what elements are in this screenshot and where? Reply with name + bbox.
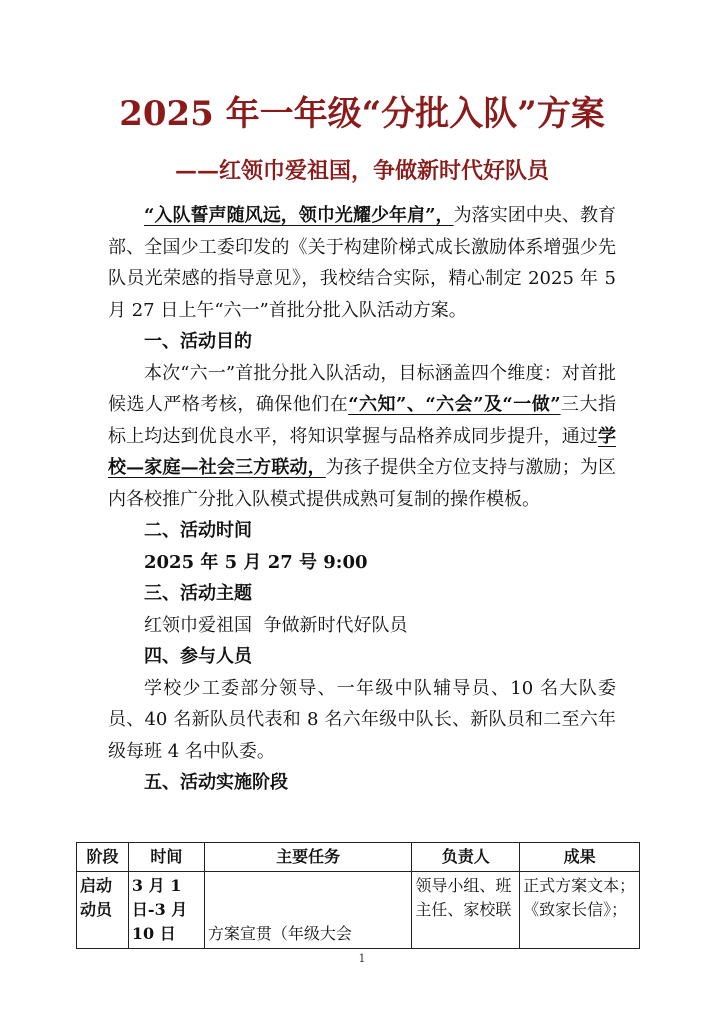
purpose-paragraph	[108, 358, 616, 516]
document-subtitle: ——红领巾爱祖国，争做新时代好队员	[174, 158, 549, 184]
purpose-text-1: 本次“六一”首批分批入队活动，目标涵盖四个维度：对首批候选人严格考核，确保他们在	[108, 362, 616, 415]
table-row	[77, 872, 640, 949]
page-number: 1	[358, 952, 366, 965]
participants-text: 学校少工委部分领导、一年级中队辅导员、10 名大队委员、40 名新队员代表和 8 名六年级中队长、新队员和二至六年级每班 4 名中队委。	[108, 677, 616, 762]
document-body	[108, 200, 616, 799]
section-heading-stages: 五、活动实施阶段	[144, 772, 288, 793]
section-heading-participants: 四、参与人员	[144, 646, 252, 667]
cell-owner: 领导小组、班主任、家校联	[412, 872, 520, 949]
purpose-text-2: 三大指标上均达到优良水平，将知识掌握与品格养成同步提升，通过	[108, 394, 616, 447]
cell-result: 正式方案文本；《致家长信》；	[520, 872, 640, 949]
header-time: 时间	[128, 843, 204, 872]
cell-time: 3 月 1 日-3 月 10 日	[128, 872, 204, 949]
section-heading-theme: 三、活动主题	[144, 583, 252, 604]
time-text: 2025 年 5 月 27 号 9:00	[144, 551, 368, 573]
stages-table	[76, 842, 640, 949]
cell-task: 方案宣贯（年级大会	[204, 872, 412, 949]
header-result: 成果	[520, 843, 640, 872]
document-title: 2025 年一年级“分批入队”方案	[119, 94, 605, 134]
purpose-underline-1: “六知”、“六会”及“一做”	[348, 394, 561, 415]
table-header-row	[77, 843, 640, 872]
theme-text: 红领巾爱祖国 争做新时代好队员	[144, 614, 408, 636]
header-owner: 负责人	[412, 843, 520, 872]
intro-text: 为落实团中央、教育部、全国少工委印发的《关于构建阶梯式成长激励体系增强少先队员光荣感的指导意见》，我校结合实际，精心制定 2025 年 5 月 27 日上午“六一”首批分批入队活动方案。	[108, 205, 616, 321]
header-stage: 阶段	[77, 843, 129, 872]
header-task: 主要任务	[204, 843, 412, 872]
cell-stage: 启动动员	[77, 872, 129, 949]
purpose-text-3: 为孩子提供全方位支持与激励；为区内各校推广分批入队模式提供成熟可复制的操作模板。	[108, 457, 617, 510]
section-heading-time: 二、活动时间	[144, 520, 252, 541]
intro-paragraph	[108, 200, 616, 326]
intro-quote: “入队誓声随风远，领巾光耀少年肩”，	[144, 205, 454, 226]
purpose-underline-2: 学校—家庭—社会三方联动，	[108, 425, 616, 478]
section-heading-purpose: 一、活动目的	[144, 331, 252, 352]
